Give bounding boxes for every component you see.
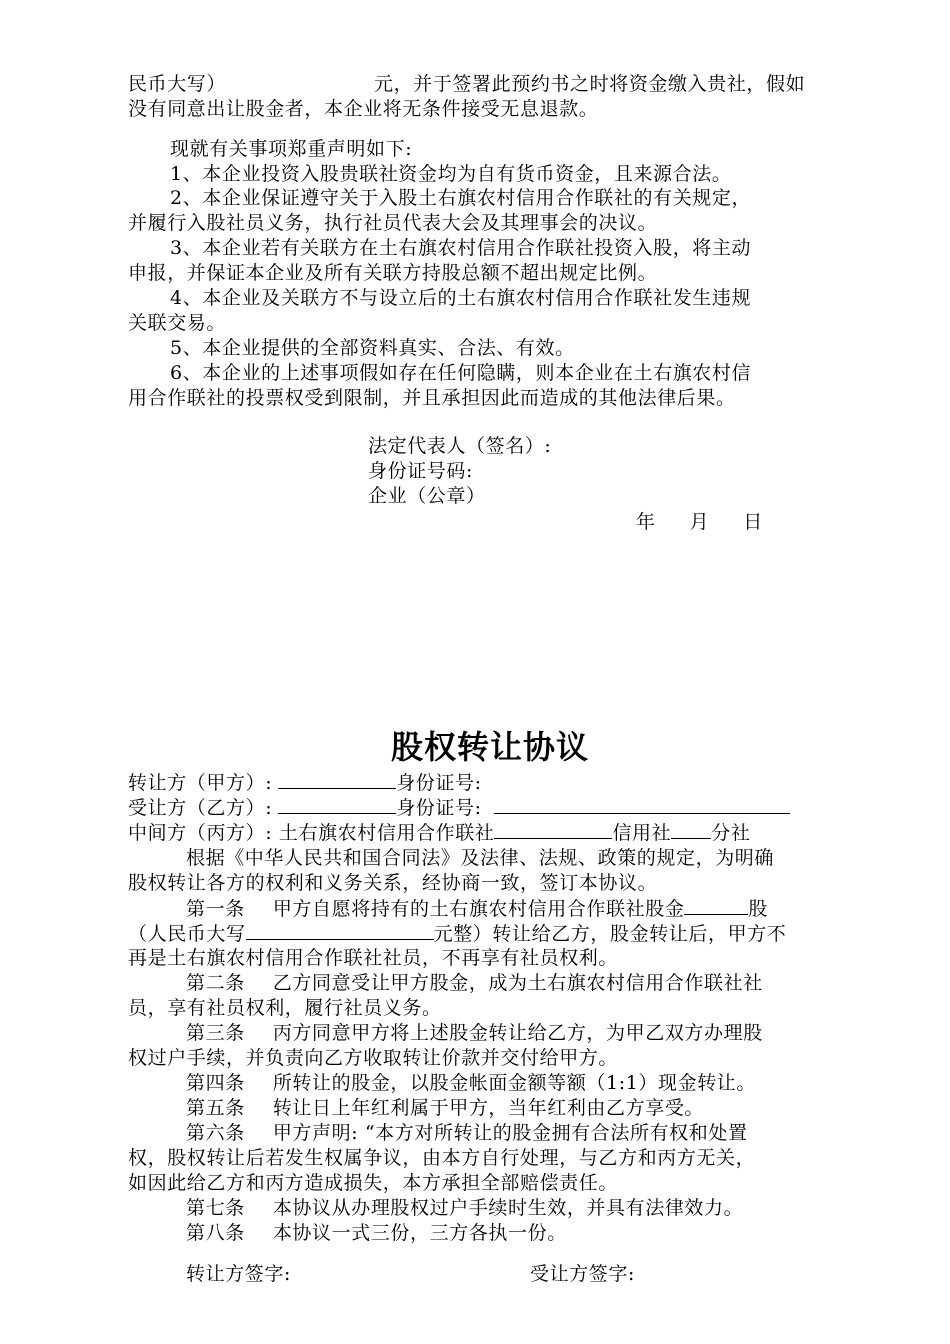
text-span: 元，并于签署此预约书之时将资金缴入贵社，假如 [374, 73, 806, 95]
id-blank [494, 795, 790, 814]
text-span: 股 [748, 898, 769, 920]
text-line: 没有同意出让股金者，本企业将无条件接受无息退款。 [128, 98, 599, 120]
statement-item: 关联交易。 [128, 312, 227, 334]
article-7 [128, 1196, 912, 1221]
statement-item: 4、本企业及关联方不与设立后的土右旗农村信用合作联社发生违规 [170, 287, 752, 309]
text-span: 本协议一式三份，三方各执一份。 [272, 1222, 567, 1244]
text-span: （人民币大写 [128, 923, 246, 945]
article-1 [128, 896, 912, 922]
statement-item: 5、本企业提供的全部资料真实、合法、有效。 [170, 337, 575, 359]
text-span: 甲方自愿将持有的土右旗农村信用合作联社股金 [272, 898, 685, 920]
party-b-label: 受让方（乙方）: [128, 797, 273, 819]
article-label: 第五条 [186, 1097, 245, 1119]
article-3-cont: 权过户手续，并负责向乙方收取转让价款并交付给甲方。 [128, 1047, 619, 1069]
article-label: 第四条 [186, 1072, 245, 1094]
statement-item: 申报，并保证本企业及所有关联方持股总额不超出规定比例。 [128, 262, 658, 284]
date-year: 年 [636, 511, 656, 533]
id-number-label: 身份证号码: [368, 460, 474, 482]
article-2-cont: 员，享有社员权利，履行社员义务。 [128, 997, 442, 1019]
party-b-blank [278, 795, 396, 814]
article-label: 第二条 [186, 972, 245, 994]
article-1-cont [128, 921, 854, 947]
party-a-label: 转让方（甲方）: [128, 772, 273, 794]
text-span: 民币大写） [128, 73, 227, 95]
article-label: 第三条 [186, 1022, 245, 1044]
article-5 [128, 1096, 912, 1121]
credit-coop-label: 信用社 [612, 822, 672, 844]
text-span: 甲方声明: “本方对所转让的股金拥有合法所有权和处置 [272, 1122, 748, 1144]
id-label: 身份证号: [396, 772, 482, 794]
text-span: 元整）转让给乙方，股金转让后，甲方不 [433, 923, 787, 945]
amount-blank [246, 921, 434, 940]
article-6-cont: 如因此给乙方和丙方造成损失，本方承担全部赔偿责任。 [128, 1172, 619, 1194]
date-day: 日 [743, 511, 763, 533]
id-label: 身份证号: [396, 797, 482, 819]
article-6-cont: 权，股权转让后若发生权属争议，由本方自行处理，与乙方和丙方无关， [128, 1147, 756, 1169]
article-6 [128, 1121, 912, 1146]
article-label: 第七条 [186, 1197, 245, 1219]
statement-item: 3、本企业若有关联方在土右旗农村信用合作联社投资入股，将主动 [170, 237, 752, 259]
branch-label: 分社 [711, 822, 751, 844]
article-label: 第一条 [186, 898, 245, 920]
statement-item: 并履行入股社员义务，执行社员代表大会及其理事会的决议。 [128, 212, 658, 234]
party-a-blank [278, 770, 396, 789]
statement-intro: 现就有关事项郑重声明如下: [170, 138, 413, 160]
statement-item: 用合作联社的投票权受到限制，并且承担因此而造成的其他法律后果。 [128, 387, 736, 409]
article-1-cont: 再是土右旗农村信用合作联社社员，不再享有社员权利。 [128, 947, 619, 969]
article-2 [128, 971, 912, 996]
text-span: 本协议从办理股权过户手续时生效，并具有法律效力。 [272, 1197, 744, 1219]
signature-rep-label: 法定代表人（签名）: [368, 435, 552, 457]
shares-blank [684, 896, 748, 915]
article-8 [128, 1221, 912, 1246]
article-label: 第六条 [186, 1122, 245, 1144]
party-a-line [128, 770, 854, 796]
text-span: 乙方同意受让甲方股金，成为土右旗农村信用合作联社社 [272, 972, 763, 994]
article-label: 第八条 [186, 1222, 245, 1244]
text-line [128, 72, 854, 97]
statement-item: 1、本企业投资入股贵联社资金均为自有货币资金，且来源合法。 [170, 163, 732, 185]
transferor-signature-label: 转让方签字: [186, 1263, 292, 1285]
article-3 [128, 1021, 912, 1046]
preamble: 股权转让各方的权利和义务关系，经协商一致，签订本协议。 [128, 872, 658, 894]
text-span: 丙方同意甲方将上述股金转让给乙方，为甲乙双方办理股 [272, 1022, 763, 1044]
text-span: 转让日上年红利属于甲方，当年红利由乙方享受。 [272, 1097, 705, 1119]
preamble: 根据《中华人民共和国合同法》及法律、法规、政策的规定，为明确 [186, 847, 775, 869]
date-line [636, 510, 836, 535]
party-c-line [128, 820, 854, 846]
date-month: 月 [689, 511, 710, 533]
statement-item: 6、本企业的上述事项假如存在任何隐瞒，则本企业在土右旗农村信 [170, 362, 752, 384]
party-b-line [128, 795, 854, 821]
coop-blank [494, 820, 612, 839]
party-c-label: 中间方（丙方）: 土右旗农村信用合作联社 [128, 822, 495, 844]
agreement-title: 股权转让协议 [390, 728, 589, 766]
company-seal-label: 企业（公章） [368, 485, 486, 507]
statement-item: 2、本企业保证遵守关于入股土右旗农村信用合作联社的有关规定， [170, 187, 752, 209]
text-span: 所转让的股金，以股金帐面金额等额（1:1）现金转让。 [272, 1072, 756, 1094]
article-4 [128, 1071, 912, 1096]
branch-blank [671, 820, 711, 839]
transferee-signature-label: 受让方签字: [530, 1263, 636, 1285]
